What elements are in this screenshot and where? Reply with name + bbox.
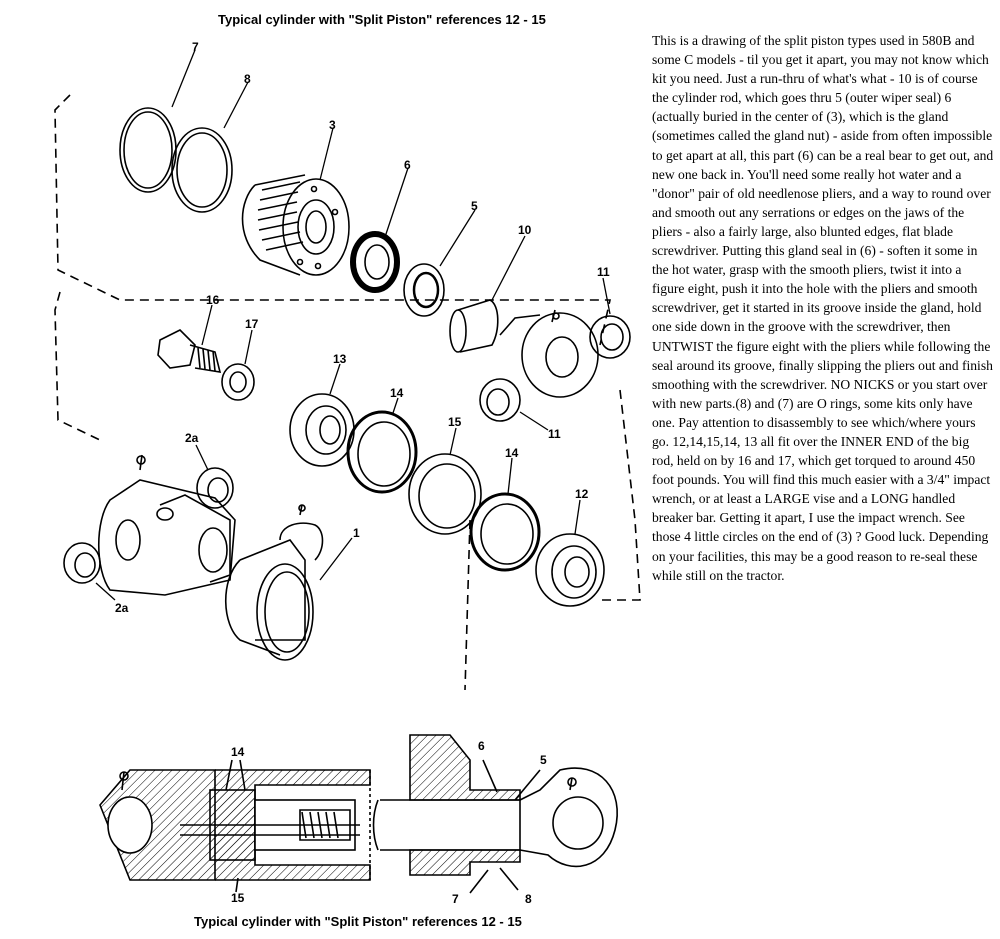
dashed-guide-right	[600, 390, 640, 600]
description-text: This is a drawing of the split piston types used in 580B and some C models - til you get it apart, you may not know which kit you need. Just a run-thru of what's what - 10 is of course the cylinder rod, which goes thru 5 (outer wiper seal) 6 (actually buried in the center of (3), which is the gland (sometimes called the gland nut) - aside from often impossible to get apart at all, this part (6) can be a real bear to get out, and new one back in. You'll need some really hot water and a "donor" pair of old needlenose pliers, and a way to round over and smooth out any serrations or edges on the jaws of the pliers - also a fairly large, also blunted edges, flat blade screwdriver. Putting this gland seal in (6) - soften it some in the hot water, grasp with the smooth pliers, twist it into a figure eight, push it into the hole with the pliers and smooth screwdriver, get it started in its groove inside the gland, hold one side down in the groove with the screwdriver, then UNTWIST the figure eight with the pliers while following the seal around its groove, finally slipping the pliers out and finish smoothing with the screwdriver. NO NICKS or you start over with new parts.(8) and (7) are O rings, some kits only have one. Pay attention to disassembly to see which/where yours go. 12,14,15,14, 13 all fit over the INNER END of the big rod, held on by 16 and 17, which get torqued to around 450 foot pounds. You will find this much easier with a 3/4" impact wrench, or at least a LARGE vise and a LONG handled breaker bar. Getting it apart, I use the impact wrench. See those 4 little circles on the end of (3) ? Good luck. Depending on your facilities, this may be a good reason to re-seal these while still on the tractor.	[652, 33, 994, 583]
label-11-top: 11	[597, 265, 610, 279]
part-17-washer	[222, 364, 254, 400]
rod-eye	[500, 310, 598, 397]
label-5: 5	[471, 199, 478, 213]
label-17: 17	[245, 317, 259, 331]
part-2a-bushing-top	[197, 468, 233, 508]
part-3-gland-nut	[243, 175, 350, 275]
section-label-8: 8	[525, 892, 532, 906]
part-2a-bushing-bottom	[64, 543, 100, 583]
label-2a-bottom: 2a	[115, 601, 129, 615]
dashed-guide-lower	[55, 292, 470, 690]
section-label-7: 7	[452, 892, 459, 906]
label-11-bottom: 11	[548, 427, 561, 441]
label-6: 6	[404, 158, 411, 172]
diagram-title-bottom: Typical cylinder with "Split Piston" references 12 - 15	[194, 914, 522, 929]
part-14-seal-upper	[348, 412, 416, 492]
label-3: 3	[329, 118, 336, 132]
label-10: 10	[518, 223, 532, 237]
label-16: 16	[206, 293, 220, 307]
section-label-6: 6	[478, 739, 485, 753]
label-8: 8	[244, 72, 251, 86]
part-5-wiper-seal	[404, 264, 444, 316]
section-label-15: 15	[231, 891, 245, 905]
part-7-o-ring	[120, 108, 176, 192]
label-12: 12	[575, 487, 589, 501]
part-14-seal-lower	[471, 494, 539, 570]
diagram-title-top: Typical cylinder with "Split Piston" references 12 - 15	[218, 12, 546, 27]
part-10-rod	[450, 300, 498, 352]
part-8-o-ring	[172, 128, 232, 212]
label-14-upper: 14	[390, 386, 404, 400]
cylinder-base-clevis	[99, 455, 235, 595]
section-label-14: 14	[231, 745, 245, 759]
part-12-piston	[536, 534, 604, 606]
label-7: 7	[192, 40, 199, 54]
part-16-bolt	[158, 330, 220, 372]
label-15: 15	[448, 415, 462, 429]
label-13: 13	[333, 352, 347, 366]
part-1-cylinder-barrel	[226, 505, 323, 660]
label-2a-top: 2a	[185, 431, 199, 445]
part-15-wear-ring	[409, 454, 481, 534]
label-1: 1	[353, 526, 360, 540]
part-6-gland-seal	[353, 234, 397, 290]
section-label-5: 5	[540, 753, 547, 767]
part-11-bushing-top	[590, 316, 630, 358]
part-11-bushing-bottom	[480, 379, 520, 421]
label-14-lower: 14	[505, 446, 519, 460]
part-13-piston	[290, 394, 354, 466]
